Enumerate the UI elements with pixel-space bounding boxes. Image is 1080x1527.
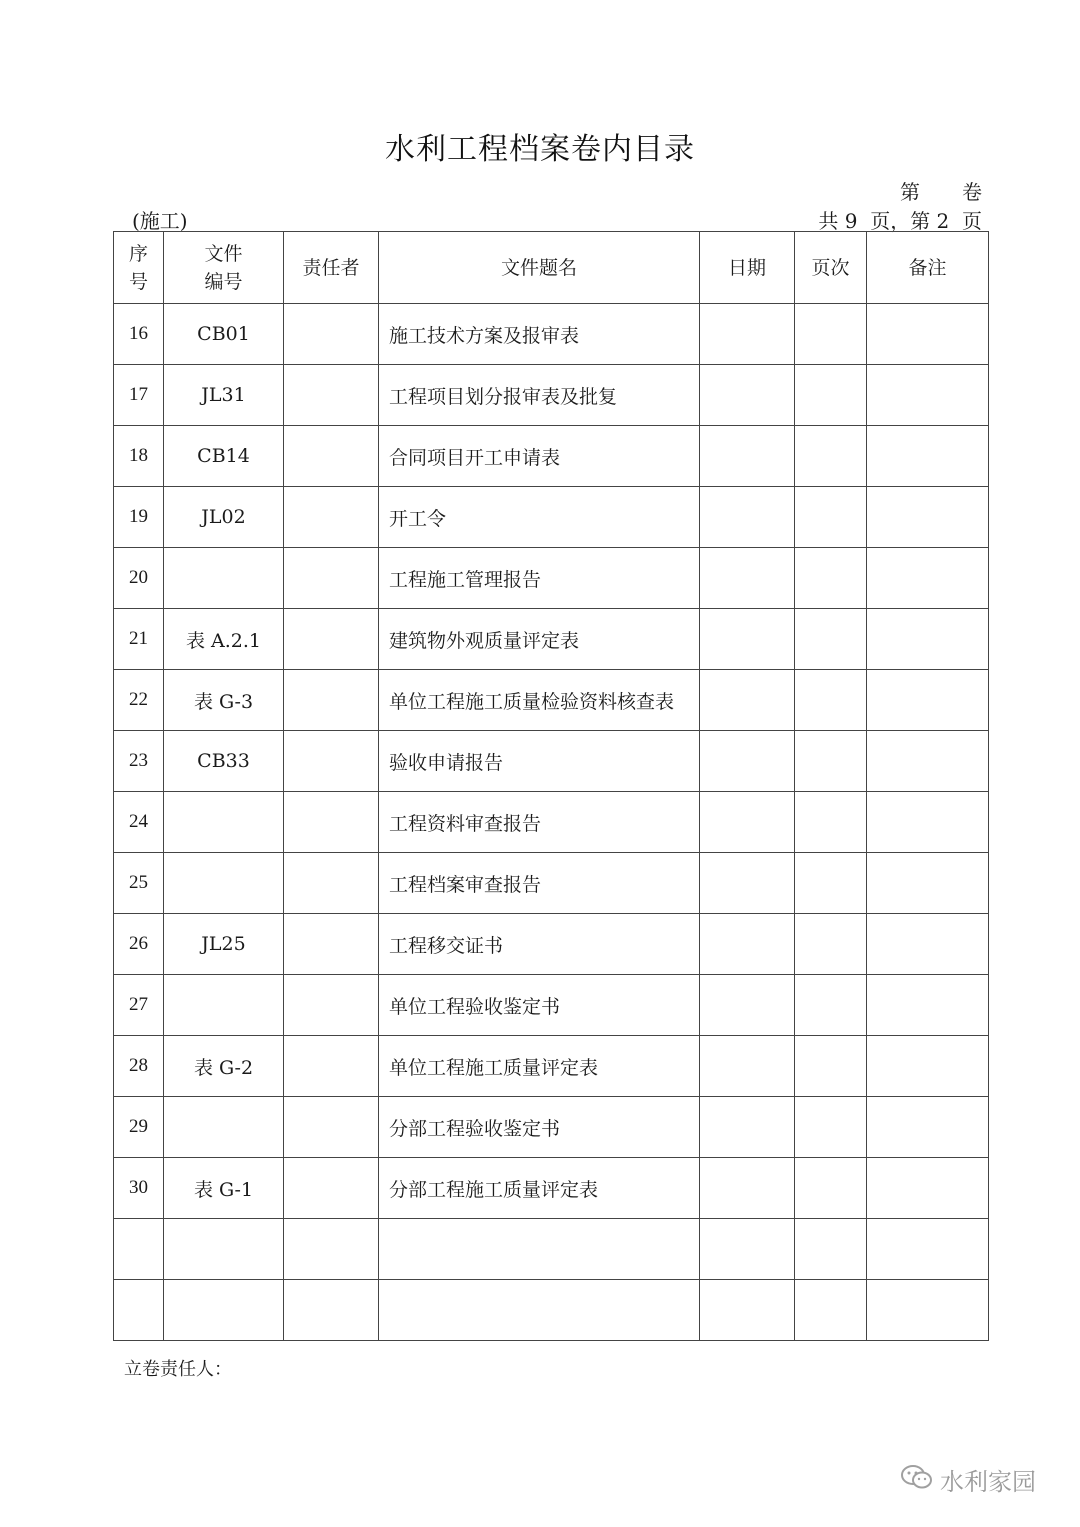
table-row: [114, 426, 989, 487]
signer-label: 立卷责任人：: [124, 1359, 232, 1380]
row-remark: [867, 1097, 989, 1158]
row-code: [164, 1219, 284, 1280]
table-row: [114, 914, 989, 975]
row-name: 分部工程施工质量评定表: [379, 1158, 700, 1219]
row-responsible: [284, 487, 379, 548]
row-responsible: [284, 1158, 379, 1219]
volume-prefix: 第: [900, 180, 920, 204]
row-seq: 18: [114, 426, 164, 487]
catalog-table: [113, 231, 989, 1341]
row-pages: [795, 670, 867, 731]
row-code: JL25: [164, 914, 284, 975]
row-responsible: [284, 304, 379, 365]
row-date: [700, 609, 795, 670]
row-seq: 16: [114, 304, 164, 365]
wechat-icon: [900, 1463, 940, 1497]
row-seq: 29: [114, 1097, 164, 1158]
row-remark: [867, 792, 989, 853]
table-row: [114, 1280, 989, 1341]
row-remark: [867, 548, 989, 609]
row-pages: [795, 1158, 867, 1219]
header-seq-line2: 号: [128, 270, 148, 293]
row-remark: [867, 975, 989, 1036]
row-name: 单位工程验收鉴定书: [379, 975, 700, 1036]
row-seq: [114, 1219, 164, 1280]
row-seq: 21: [114, 609, 164, 670]
table-row: [114, 1158, 989, 1219]
row-date: [700, 975, 795, 1036]
row-responsible: [284, 426, 379, 487]
row-name: 工程项目划分报审表及批复: [379, 365, 700, 426]
row-remark: [867, 426, 989, 487]
row-name: 工程移交证书: [379, 914, 700, 975]
header-date: 日期: [700, 232, 795, 304]
row-pages: [795, 304, 867, 365]
row-pages: [795, 792, 867, 853]
row-remark: [867, 304, 989, 365]
volume-suffix: 卷: [962, 180, 982, 204]
row-remark: [867, 731, 989, 792]
table-row: [114, 670, 989, 731]
row-date: [700, 365, 795, 426]
row-name: 验收申请报告: [379, 731, 700, 792]
row-seq: 22: [114, 670, 164, 731]
row-pages: [795, 609, 867, 670]
row-code: [164, 1280, 284, 1341]
row-date: [700, 914, 795, 975]
table-row: [114, 731, 989, 792]
page-info: 共 9 页，第 2 页: [818, 209, 982, 233]
row-date: [700, 487, 795, 548]
row-code: 表 G-3: [164, 670, 284, 731]
row-responsible: [284, 975, 379, 1036]
row-seq: 20: [114, 548, 164, 609]
row-responsible: [284, 670, 379, 731]
row-code: 表 A.2.1: [164, 609, 284, 670]
row-date: [700, 731, 795, 792]
row-code: JL31: [164, 365, 284, 426]
header-code-line2: 编号: [204, 270, 243, 293]
row-responsible: [284, 609, 379, 670]
row-name: [379, 1280, 700, 1341]
watermark: [900, 1462, 1036, 1497]
row-remark: [867, 1036, 989, 1097]
watermark-text: 水利家园: [940, 1468, 1036, 1496]
header-code-line1: 文件: [204, 242, 243, 265]
row-seq: 26: [114, 914, 164, 975]
category-label: (施工): [132, 209, 188, 233]
table-row: [114, 365, 989, 426]
table-row: [114, 487, 989, 548]
row-remark: [867, 853, 989, 914]
row-pages: [795, 731, 867, 792]
header-responsible: 责任者: [284, 232, 379, 304]
row-date: [700, 304, 795, 365]
table-row: [114, 1036, 989, 1097]
table-row: [114, 548, 989, 609]
header-code: [164, 232, 284, 304]
table-row: [114, 609, 989, 670]
row-name: 工程资料审查报告: [379, 792, 700, 853]
row-code: JL02: [164, 487, 284, 548]
row-pages: [795, 548, 867, 609]
row-seq: 24: [114, 792, 164, 853]
row-seq: 28: [114, 1036, 164, 1097]
row-seq: 25: [114, 853, 164, 914]
row-date: [700, 426, 795, 487]
row-code: CB33: [164, 731, 284, 792]
row-date: [700, 548, 795, 609]
row-remark: [867, 914, 989, 975]
row-code: [164, 792, 284, 853]
page-title: 水利工程档案卷内目录: [385, 132, 695, 167]
row-pages: [795, 975, 867, 1036]
row-date: [700, 1280, 795, 1341]
row-code: CB14: [164, 426, 284, 487]
row-date: [700, 792, 795, 853]
row-remark: [867, 609, 989, 670]
row-pages: [795, 1036, 867, 1097]
row-pages: [795, 487, 867, 548]
row-responsible: [284, 792, 379, 853]
row-remark: [867, 1219, 989, 1280]
row-code: [164, 1097, 284, 1158]
row-seq: 30: [114, 1158, 164, 1219]
row-remark: [867, 365, 989, 426]
row-responsible: [284, 1280, 379, 1341]
row-name: 分部工程验收鉴定书: [379, 1097, 700, 1158]
row-name: [379, 1219, 700, 1280]
row-responsible: [284, 1036, 379, 1097]
table-row: [114, 1097, 989, 1158]
row-code: CB01: [164, 304, 284, 365]
row-pages: [795, 1219, 867, 1280]
volume-label: [900, 176, 982, 205]
row-date: [700, 1036, 795, 1097]
row-responsible: [284, 548, 379, 609]
row-date: [700, 1219, 795, 1280]
header-remark: 备注: [867, 232, 989, 304]
row-name: 单位工程施工质量检验资料核查表: [379, 670, 700, 731]
table-row: [114, 853, 989, 914]
row-date: [700, 1097, 795, 1158]
row-responsible: [284, 1219, 379, 1280]
row-seq: [114, 1280, 164, 1341]
row-name: 工程档案审查报告: [379, 853, 700, 914]
row-seq: 19: [114, 487, 164, 548]
row-responsible: [284, 914, 379, 975]
header-name: 文件题名: [379, 232, 700, 304]
row-remark: [867, 670, 989, 731]
row-responsible: [284, 853, 379, 914]
row-code: 表 G-1: [164, 1158, 284, 1219]
row-date: [700, 1158, 795, 1219]
table-row: [114, 1219, 989, 1280]
row-remark: [867, 1280, 989, 1341]
table-header-row: [114, 232, 989, 304]
row-pages: [795, 914, 867, 975]
row-pages: [795, 853, 867, 914]
row-responsible: [284, 365, 379, 426]
row-name: 建筑物外观质量评定表: [379, 609, 700, 670]
row-pages: [795, 1280, 867, 1341]
row-pages: [795, 426, 867, 487]
row-date: [700, 853, 795, 914]
row-code: 表 G-2: [164, 1036, 284, 1097]
row-name: 开工令: [379, 487, 700, 548]
header-pages: 页次: [795, 232, 867, 304]
row-pages: [795, 365, 867, 426]
row-seq: 23: [114, 731, 164, 792]
row-seq: 27: [114, 975, 164, 1036]
row-remark: [867, 1158, 989, 1219]
table-row: [114, 975, 989, 1036]
row-code: [164, 853, 284, 914]
row-name: 工程施工管理报告: [379, 548, 700, 609]
row-name: 单位工程施工质量评定表: [379, 1036, 700, 1097]
row-pages: [795, 1097, 867, 1158]
header-seq: [114, 232, 164, 304]
row-code: [164, 975, 284, 1036]
row-code: [164, 548, 284, 609]
row-date: [700, 670, 795, 731]
table-row: [114, 792, 989, 853]
row-responsible: [284, 1097, 379, 1158]
row-remark: [867, 487, 989, 548]
header-seq-line1: 序: [128, 242, 148, 265]
row-seq: 17: [114, 365, 164, 426]
table-row: [114, 304, 989, 365]
row-name: 合同项目开工申请表: [379, 426, 700, 487]
row-name: 施工技术方案及报审表: [379, 304, 700, 365]
row-responsible: [284, 731, 379, 792]
